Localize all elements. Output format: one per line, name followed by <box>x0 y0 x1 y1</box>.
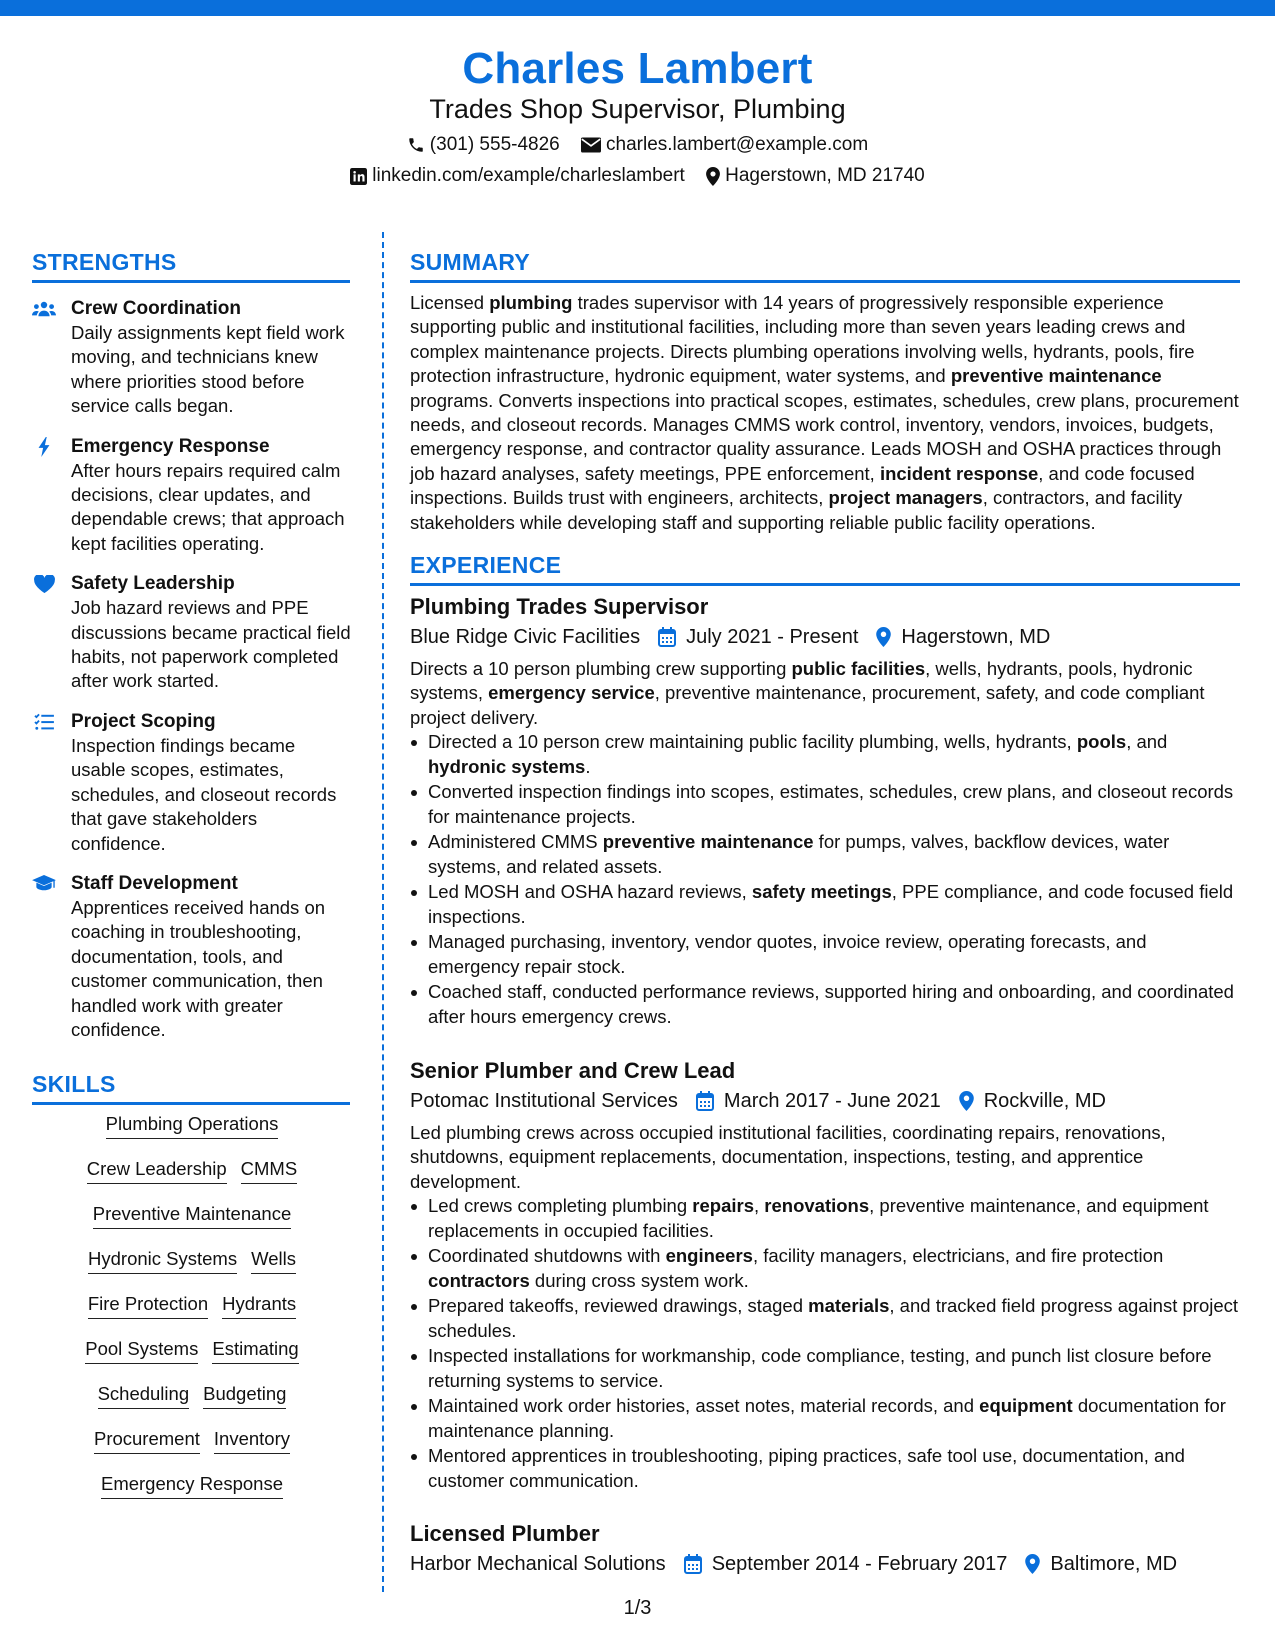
skill-tag: Crew Leadership <box>87 1157 227 1184</box>
strength-desc: Job hazard reviews and PPE discussions became practical field habits, not paperwork completed after work started. <box>71 597 351 692</box>
bold-keyword: pools <box>1076 731 1127 753</box>
email-text: charles.lambert@example.com <box>606 134 869 155</box>
bold-keyword: preventive maintenance <box>602 831 814 853</box>
job-company <box>410 623 640 651</box>
graduation-cap-icon <box>32 875 56 892</box>
column-divider <box>382 232 384 1592</box>
skill-tag: Hydronic Systems <box>88 1247 237 1274</box>
bold-keyword: renovations <box>764 1195 870 1217</box>
bold-keyword: project managers <box>828 487 983 509</box>
map-pin-icon <box>1025 1554 1040 1574</box>
job-meta <box>410 1087 1240 1115</box>
bullet-item: Managed purchasing, inventory, vendor quotes, invoice review, operating forecasts, and emergency repair stock. <box>428 930 1240 979</box>
skill-tag: Emergency Response <box>101 1472 283 1499</box>
job-title: Plumbing Trades Supervisor <box>410 594 709 619</box>
map-pin-icon <box>876 627 891 647</box>
job-dates <box>658 623 858 651</box>
location-contact <box>706 165 925 187</box>
job-location <box>959 1087 1106 1115</box>
job-title: Senior Plumber and Crew Lead <box>410 1058 736 1083</box>
skill-tag: Fire Protection <box>88 1292 208 1319</box>
top-accent-bar <box>0 0 1275 16</box>
strength-item <box>32 709 352 856</box>
bold-keyword: engineers <box>665 1245 753 1267</box>
strengths-rule <box>32 280 350 283</box>
location-text: Hagerstown, MD <box>901 626 1051 648</box>
company-text: Potomac Institutional Services <box>410 1090 678 1112</box>
strength-title: Emergency Response <box>71 435 270 457</box>
strength-item <box>32 871 352 1042</box>
linkedin-icon <box>350 168 367 185</box>
contact-row-2 <box>0 165 1275 187</box>
strength-title: Safety Leadership <box>71 573 235 595</box>
job-entry <box>410 593 1240 1030</box>
bold-keyword: contractors <box>428 1269 530 1291</box>
bold-keyword: emergency service <box>488 682 655 704</box>
linkedin-contact[interactable] <box>350 165 685 187</box>
bullet-item: Maintained work order histories, asset notes, material records, and equipment documentation for maintenance planning. <box>428 1394 1240 1443</box>
bold-keyword: preventive maintenance <box>950 365 1162 387</box>
page-number: 1/3 <box>623 1597 652 1619</box>
calendar-icon <box>696 1091 714 1111</box>
linkedin-text: linkedin.com/example/charleslambert <box>372 165 685 186</box>
skill-tag: Budgeting <box>203 1382 286 1409</box>
strength-desc: Inspection findings became usable scopes, estimates, schedules, and closeout records that gave stakeholders confidence. <box>71 734 337 854</box>
bold-keyword: equipment <box>979 1395 1073 1417</box>
dates-text: March 2017 - June 2021 <box>723 1090 941 1112</box>
bullet-item: Administered CMMS preventive maintenance for pumps, valves, backflow devices, water systems, and related assets. <box>428 830 1240 879</box>
skill-tag: CMMS <box>241 1157 298 1184</box>
job-meta <box>410 623 1240 651</box>
skills-rule <box>32 1102 350 1105</box>
email-contact[interactable] <box>581 134 868 156</box>
phone-icon <box>407 136 425 154</box>
calendar-icon <box>684 1554 702 1574</box>
strength-title: Crew Coordination <box>71 298 241 319</box>
experience-heading: EXPERIENCE <box>410 552 562 578</box>
strength-item <box>32 434 352 557</box>
job-entry <box>410 1057 1240 1494</box>
phone-contact[interactable] <box>407 134 560 156</box>
bullet-item: Directed a 10 person crew maintaining public facility plumbing, wells, hydrants, pools, and hydronic systems. <box>428 730 1240 779</box>
company-text: Harbor Mechanical Solutions <box>410 1553 666 1575</box>
skill-tag: Estimating <box>212 1337 298 1364</box>
job-meta <box>410 1550 1240 1578</box>
map-pin-icon <box>959 1091 974 1111</box>
job-location <box>876 623 1050 651</box>
summary-rule <box>410 280 1240 283</box>
strength-title: Staff Development <box>71 872 238 894</box>
summary-section <box>410 291 1240 535</box>
bullet-item: Led MOSH and OSHA hazard reviews, safety meetings, PPE compliance, and code focused field inspections. <box>428 880 1240 929</box>
calendar-icon <box>658 627 676 647</box>
dates-text: July 2021 - Present <box>686 626 859 648</box>
candidate-title: Trades Shop Supervisor, Plumbing <box>429 94 846 124</box>
skills-list <box>32 1112 352 1517</box>
bold-keyword: materials <box>808 1295 890 1317</box>
job-bullets <box>410 1194 1240 1493</box>
strength-desc: Apprentices received hands on coaching in troubleshooting, documentation, tools, and customer communication, then handled work with greater confidence. <box>71 896 326 1040</box>
bullet-item: Mentored apprentices in troubleshooting, piping practices, safe tool use, documentation, and customer communication. <box>428 1444 1240 1493</box>
skill-tag: Inventory <box>214 1427 290 1454</box>
skill-tag: Plumbing Operations <box>106 1112 279 1139</box>
bold-keyword: public facilities <box>791 658 926 679</box>
experience-rule <box>410 583 1240 586</box>
job-dates <box>684 1550 1008 1578</box>
bullet-item: Converted inspection findings into scopes, estimates, schedules, crew plans, and closeout records for maintenance projects. <box>428 780 1240 829</box>
skill-tag: Hydrants <box>222 1292 296 1319</box>
strength-desc: After hours repairs required calm decisions, clear updates, and dependable crews; that approach kept facilities operating. <box>71 459 345 554</box>
job-bullets <box>410 730 1240 1029</box>
phone-text: (301) 555-4826 <box>429 134 560 155</box>
location-text: Hagerstown, MD 21740 <box>725 165 925 186</box>
summary-heading: SUMMARY <box>410 249 531 275</box>
bold-keyword: plumbing <box>489 292 573 313</box>
job-company <box>410 1087 678 1115</box>
contact-row-1 <box>0 134 1275 156</box>
bullet-item: Inspected installations for workmanship, code compliance, testing, and punch list closure before returning systems to service. <box>428 1344 1240 1393</box>
bold-keyword: safety meetings <box>751 881 892 903</box>
strength-item <box>32 571 352 694</box>
envelope-icon <box>581 137 601 153</box>
bullet-item: Coordinated shutdowns with engineers, facility managers, electricians, and fire protection contractors during cross system work. <box>428 1244 1240 1293</box>
location-text: Baltimore, MD <box>1050 1553 1178 1575</box>
summary-text: Licensed plumbing trades supervisor with 14 years of progressively responsible experience supporting public and institutional facilities, including more than seven years leading crews and complex maintenance projects. Directs plumbing operations involving wells, hydrants, pools, fire protection infrastructure, hydronic equipment, water systems, and preventive maintenance programs. Converts inspections into practical scopes, estimates, schedules, crew plans, procurement needs, and closeout records. Manages CMMS work control, inventory, vendors, invoices, budgets, emergency response, and contractor quality assurance. Leads MOSH and OSHA practices through job hazard analyses, safety meetings, PPE enforcement, incident response, and code focused inspections. Builds trust with engineers, architects, project managers, contractors, and facility stakeholders while developing staff and supporting reliable public facility operations. <box>410 292 1239 533</box>
job-intro: Directs a 10 person plumbing crew supporting public facilities, wells, hydrants, pools, hydronic systems, emergency service, preventive maintenance, procurement, safety, and code compliant project delivery. <box>410 658 1205 728</box>
strength-title: Project Scoping <box>71 710 216 732</box>
job-title: Licensed Plumber <box>410 1521 600 1546</box>
bold-keyword: hydronic systems <box>428 755 586 777</box>
strengths-list <box>32 296 352 1057</box>
skill-tag: Preventive Maintenance <box>93 1202 291 1229</box>
users-icon <box>32 301 56 317</box>
strength-desc: Daily assignments kept field work moving, and technicians knew where priorities stood before service calls began. <box>71 322 345 417</box>
skill-tag: Wells <box>251 1247 296 1274</box>
lightning-bolt-icon <box>37 437 51 457</box>
bold-keyword: repairs <box>692 1195 754 1217</box>
heart-icon <box>34 575 55 593</box>
map-pin-icon <box>706 167 720 186</box>
skill-tag: Pool Systems <box>85 1337 198 1364</box>
location-text: Rockville, MD <box>983 1090 1106 1112</box>
bullet-item: Led crews completing plumbing repairs, renovations, preventive maintenance, and equipment replacements in occupied facilities. <box>428 1194 1240 1243</box>
job-location <box>1025 1550 1177 1578</box>
job-intro: Led plumbing crews across occupied institutional facilities, coordinating repairs, renovations, shutdowns, equipment replacements, documentation, inspections, testing, and apprentice development. <box>410 1122 1166 1192</box>
company-text: Blue Ridge Civic Facilities <box>410 626 641 648</box>
skill-tag: Scheduling <box>98 1382 190 1409</box>
bold-keyword: incident response <box>879 462 1039 484</box>
bullet-item: Coached staff, conducted performance reviews, supported hiring and onboarding, and coordinated after hours emergency crews. <box>428 980 1240 1029</box>
checklist-icon <box>34 713 54 731</box>
strength-item <box>32 296 352 419</box>
job-company <box>410 1550 666 1578</box>
job-dates <box>696 1087 941 1115</box>
candidate-name: Charles Lambert <box>462 44 813 93</box>
bullet-item: Prepared takeoffs, reviewed drawings, staged materials, and tracked field progress against project schedules. <box>428 1294 1240 1343</box>
skill-tag: Procurement <box>94 1427 200 1454</box>
skills-heading: SKILLS <box>32 1071 116 1097</box>
job-entry <box>410 1520 1240 1578</box>
dates-text: September 2014 - February 2017 <box>711 1553 1008 1575</box>
strengths-heading: STRENGTHS <box>32 249 177 275</box>
